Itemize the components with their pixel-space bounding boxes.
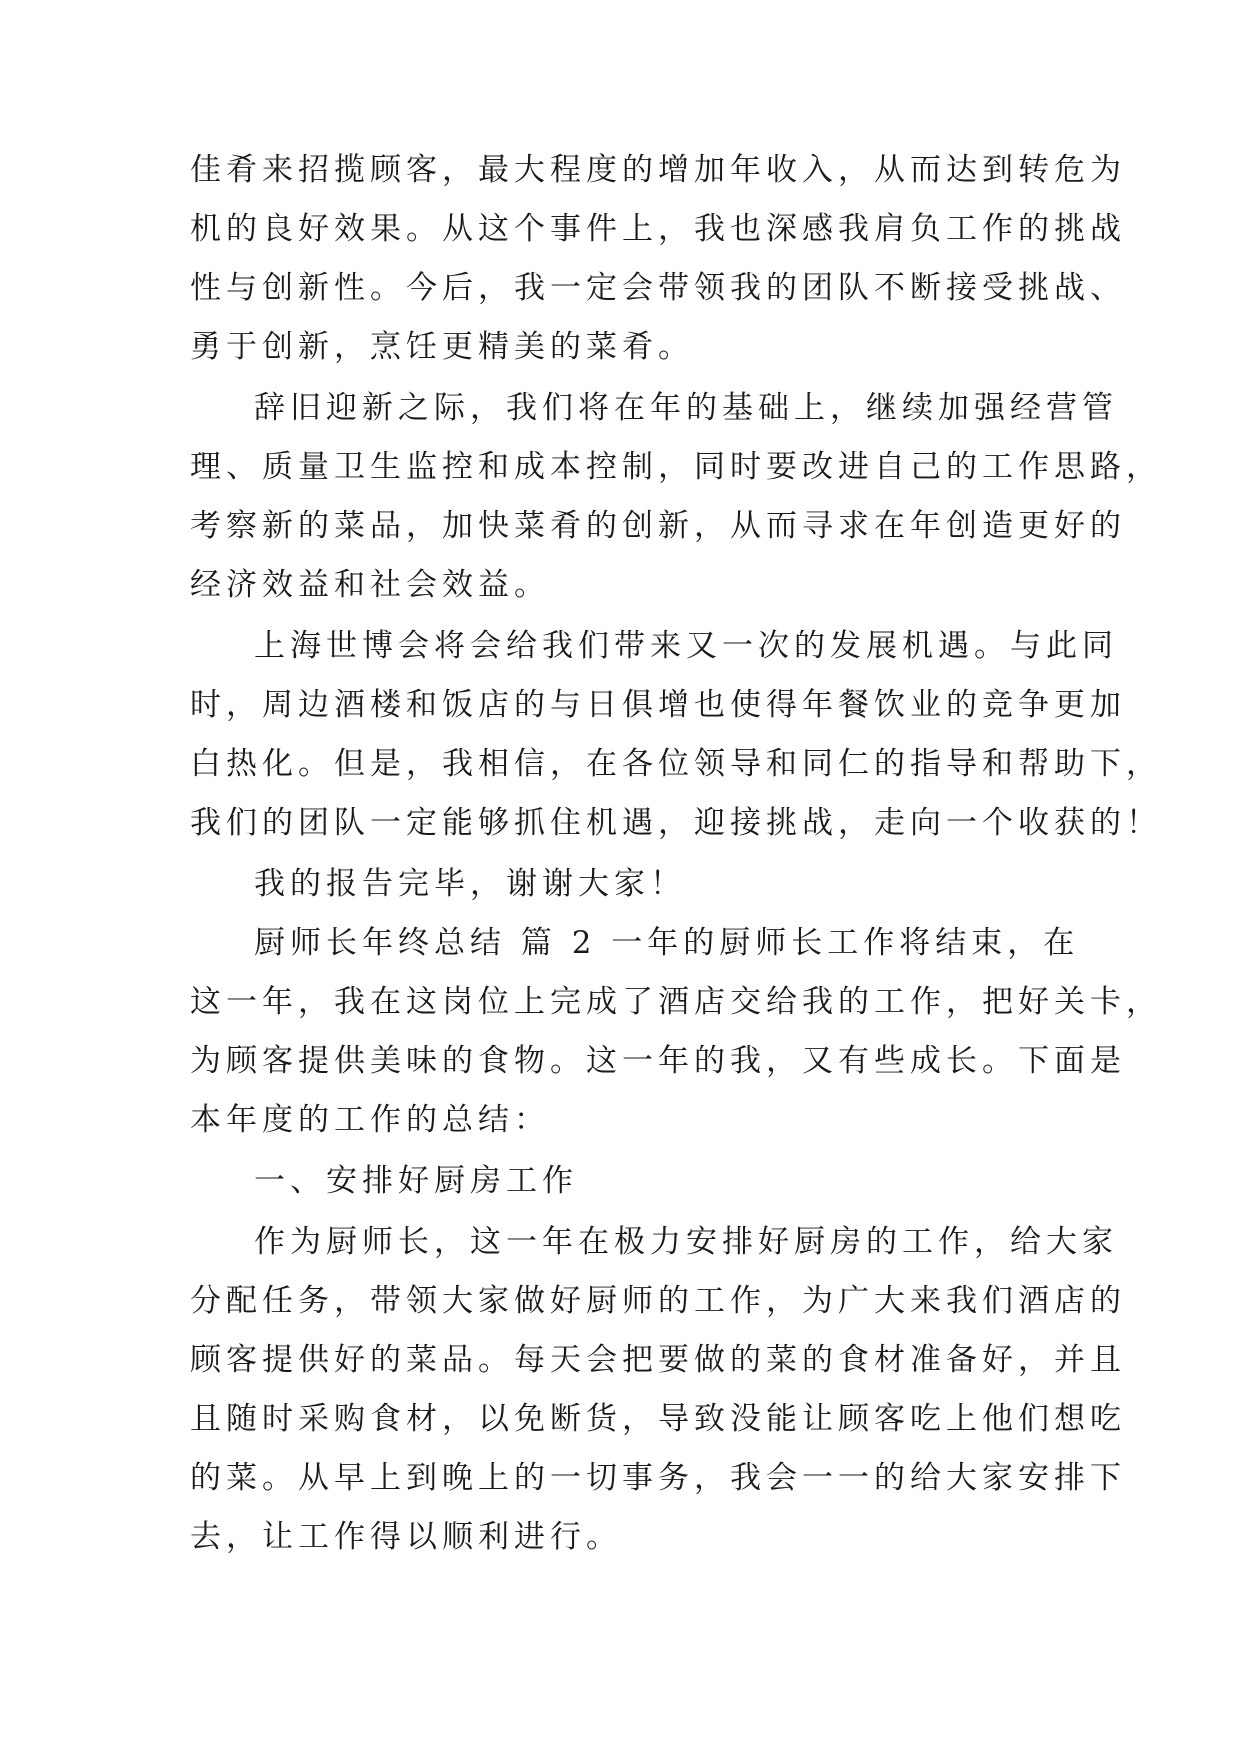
- text-line: 去，让工作得以顺利进行。: [190, 1519, 622, 1555]
- text-line: 这一年，我在这岗位上完成了酒店交给我的工作，把好关卡，: [190, 984, 1162, 1020]
- text-line: 经济效益和社会效益。: [190, 567, 550, 603]
- paragraph-first-line: 作为厨师长，这一年在极力安排好厨房的工作，给大家: [254, 1224, 1118, 1260]
- paragraph-first-line: 我的报告完毕，谢谢大家！: [254, 866, 686, 902]
- text-line: 为顾客提供美味的食物。这一年的我，又有些成长。下面是: [190, 1043, 1126, 1079]
- text-line: 白热化。但是，我相信，在各位领导和同仁的指导和帮助下，: [190, 746, 1162, 782]
- text-line: 性与创新性。今后，我一定会带领我的团队不断接受挑战、: [190, 270, 1126, 306]
- paragraph-first-line: 上海世博会将会给我们带来又一次的发展机遇。与此同: [254, 628, 1118, 664]
- text-line: 勇于创新，烹饪更精美的菜肴。: [190, 329, 694, 365]
- subheading: 一、安排好厨房工作: [254, 1163, 578, 1199]
- text-line: 且随时采购食材，以免断货，导致没能让顾客吃上他们想吃: [190, 1401, 1126, 1437]
- text-line: 本年度的工作的总结：: [190, 1102, 550, 1138]
- text-line: 时，周边酒楼和饭店的与日俱增也使得年餐饮业的竞争更加: [190, 687, 1126, 723]
- text-line: 佳肴来招揽顾客，最大程度的增加年收入，从而达到转危为: [190, 152, 1126, 188]
- text-line: 理、质量卫生监控和成本控制，同时要改进自己的工作思路，: [190, 449, 1162, 485]
- text-line: 考察新的菜品，加快菜肴的创新，从而寻求在年创造更好的: [190, 508, 1126, 544]
- section-heading-line: 厨师长年终总结 篇 2 一年的厨师长工作将结束，在: [254, 925, 1080, 961]
- paragraph-first-line: 辞旧迎新之际，我们将在年的基础上，继续加强经营管: [254, 390, 1118, 426]
- text-line: 分配任务，带领大家做好厨师的工作，为广大来我们酒店的: [190, 1283, 1126, 1319]
- text-line: 机的良好效果。从这个事件上，我也深感我肩负工作的挑战: [190, 211, 1126, 247]
- text-line: 的菜。从早上到晚上的一切事务，我会一一的给大家安排下: [190, 1460, 1126, 1496]
- text-line: 我们的团队一定能够抓住机遇，迎接挑战，走向一个收获的！: [190, 805, 1162, 841]
- text-line: 顾客提供好的菜品。每天会把要做的菜的食材准备好，并且: [190, 1342, 1126, 1378]
